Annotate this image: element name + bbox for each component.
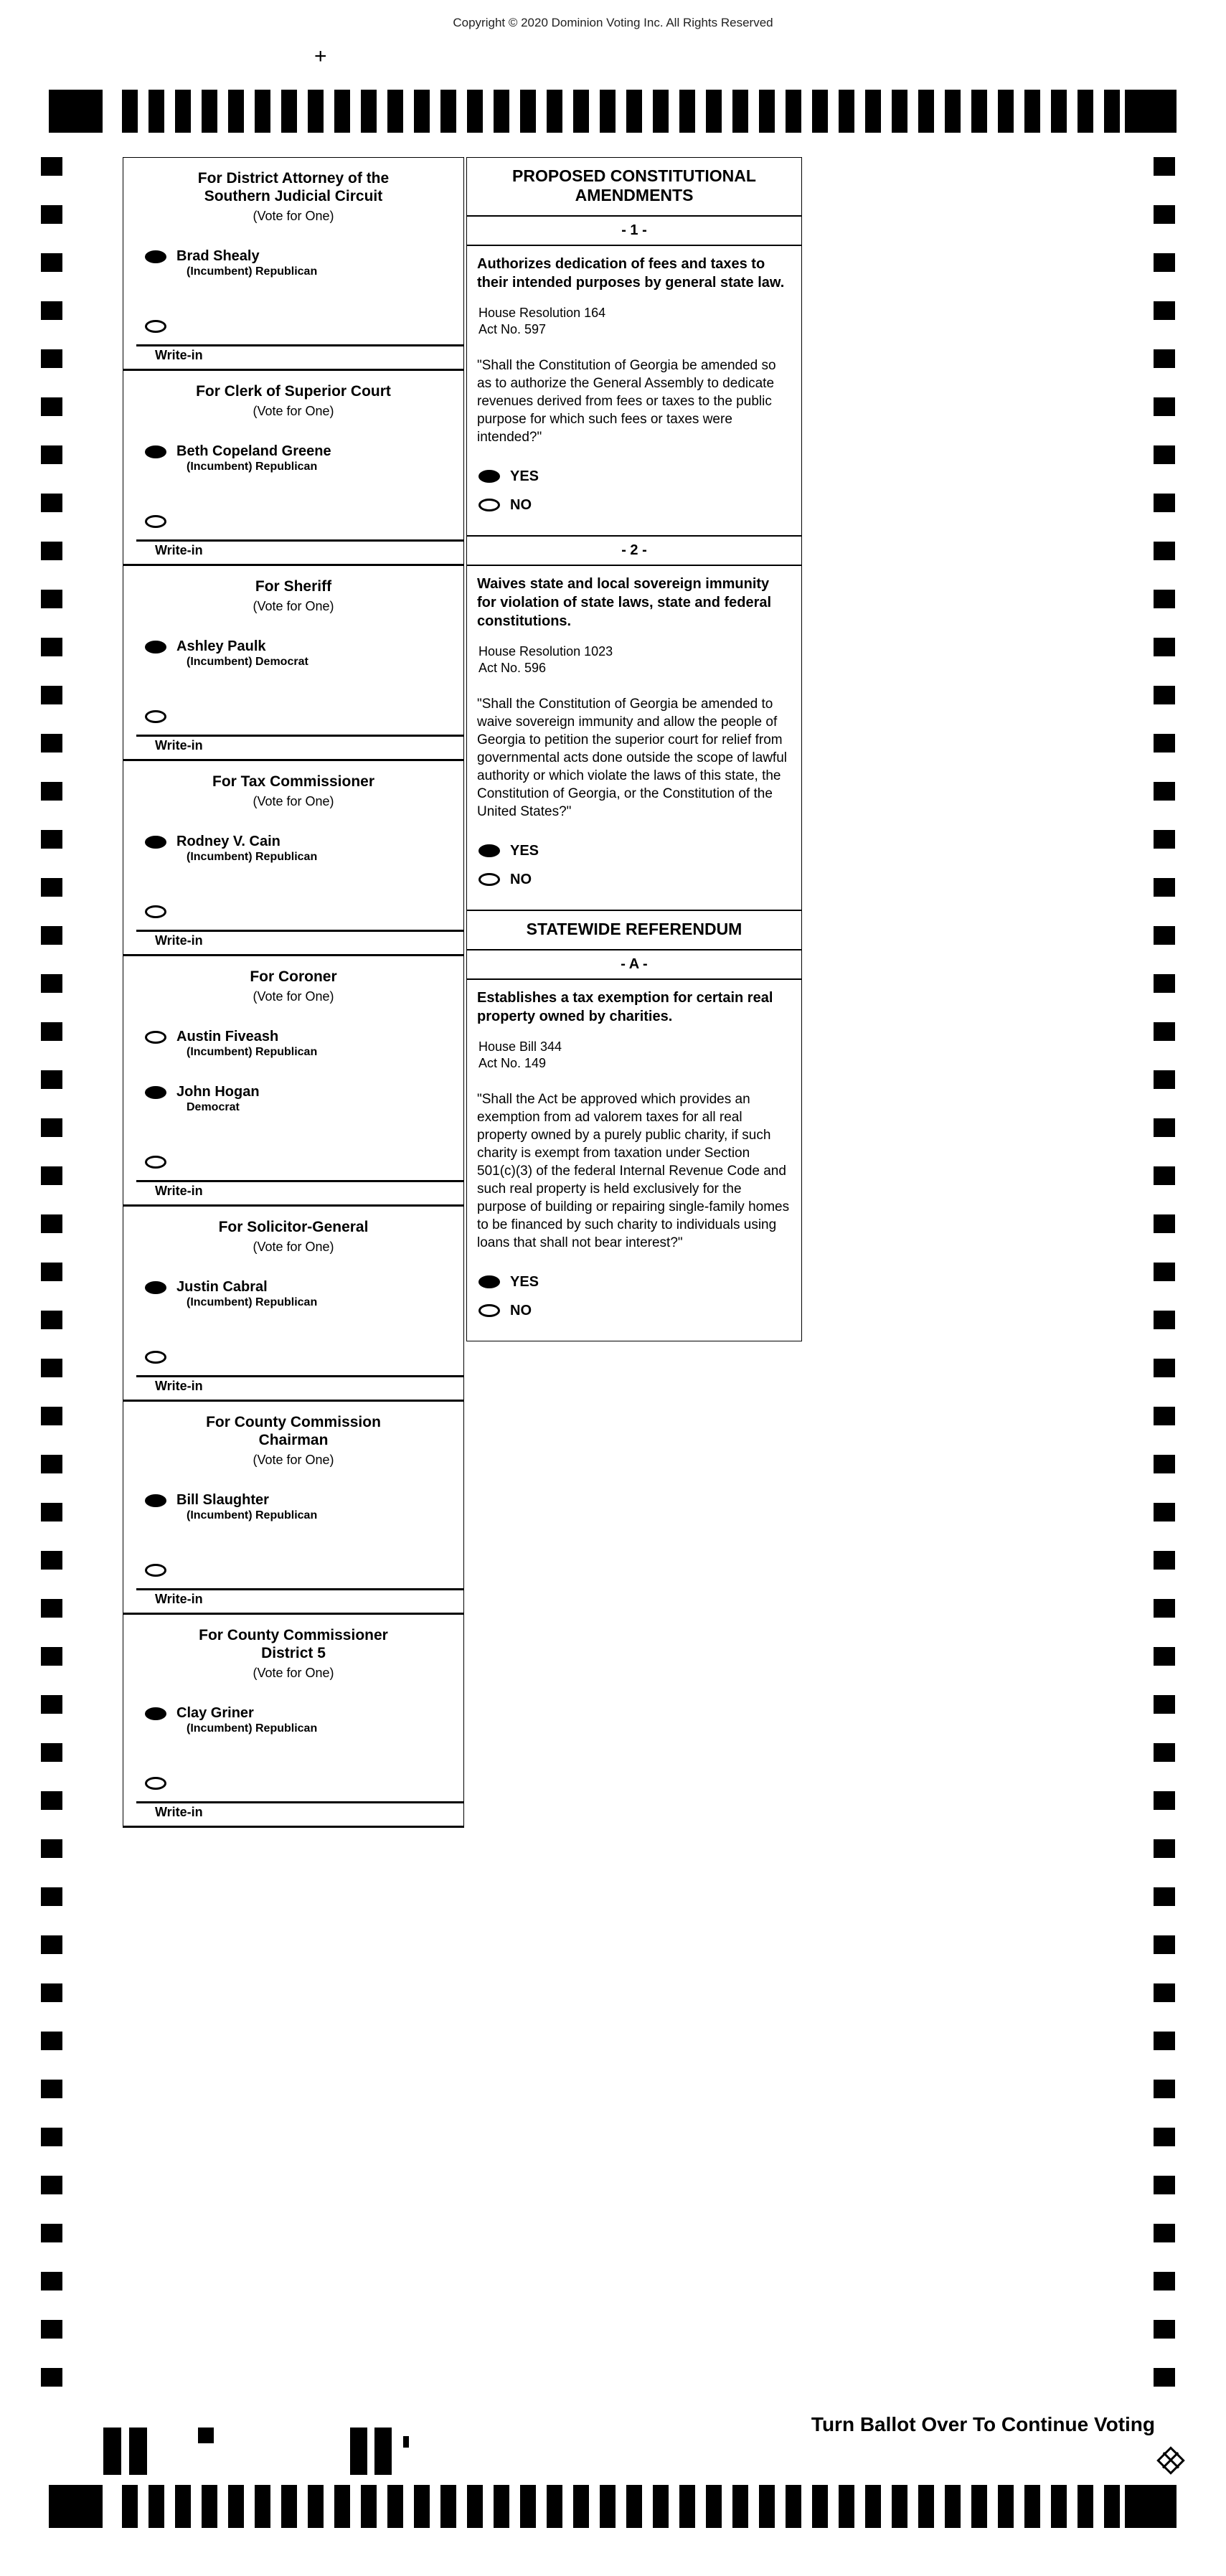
write-in-bubble[interactable] [145, 1351, 166, 1364]
vote-bubble[interactable] [478, 470, 500, 483]
measure-option-row [478, 1273, 801, 1291]
write-in-choice-row [123, 1153, 463, 1169]
write-in-area [123, 1588, 463, 1610]
candidate-text [176, 1492, 317, 1523]
write-in-label: Write-in [155, 1805, 203, 1819]
candidate-row [123, 1492, 463, 1523]
contest [123, 1402, 463, 1615]
contest-instruction: (Vote for One) [253, 1453, 334, 1467]
candidate-row [123, 443, 463, 474]
candidate-name: Bill Slaughter [176, 1492, 269, 1508]
contest [123, 956, 463, 1207]
vote-bubble[interactable] [145, 1707, 166, 1720]
write-in-bubble[interactable] [145, 710, 166, 723]
contest-title: For Tax Commissioner [212, 773, 374, 790]
candidate-list [123, 248, 463, 279]
measure-section-header: PROPOSED CONSTITUTIONAL AMENDMENTS [467, 158, 801, 217]
candidate-name: Justin Cabral [176, 1279, 268, 1295]
measure-options [467, 821, 801, 888]
candidate-detail: Democrat [187, 1101, 240, 1113]
measure-section [467, 911, 801, 1341]
timing-marks-bottom [122, 2485, 1121, 2528]
contest-title: For Solicitor-General [218, 1219, 369, 1235]
vote-bubble[interactable] [145, 836, 166, 849]
measure-ref: Act No. 149 [478, 1056, 547, 1070]
vote-bubble[interactable] [478, 844, 500, 857]
measure-ref: House Resolution 1023 [478, 644, 613, 659]
vote-bubble[interactable] [145, 1031, 166, 1044]
write-in-bubble[interactable] [145, 1564, 166, 1577]
measure-option-row [478, 842, 801, 859]
candidate-row [123, 834, 463, 864]
candidate-name: Ashley Paulk [176, 638, 266, 654]
vote-bubble[interactable] [145, 1086, 166, 1099]
measure [467, 217, 801, 537]
write-in-choice-row [123, 1562, 463, 1577]
candidate-row [123, 1084, 463, 1115]
candidate-list [123, 443, 463, 474]
turn-ballot-over-instruction: Turn Ballot Over To Continue Voting [811, 2413, 1155, 2435]
candidate-text [176, 638, 308, 669]
candidate-name: Brad Shealy [176, 248, 260, 264]
measure-option-row [478, 1302, 801, 1319]
measure-section-header: STATEWIDE REFERENDUM [467, 911, 801, 950]
contest-instruction: (Vote for One) [253, 794, 334, 808]
write-in-bubble[interactable] [145, 905, 166, 918]
measure-summary: Waives state and local sovereign immunity for violation of state laws, state and federal constitutions. [477, 576, 772, 629]
option-label: YES [510, 843, 539, 859]
contest [123, 1207, 463, 1402]
measure-list [467, 950, 801, 1341]
measure-summary: Authorizes dedication of fees and taxes to their intended purposes by general state law. [477, 256, 785, 291]
vote-bubble[interactable] [145, 1281, 166, 1294]
vote-bubble[interactable] [478, 1275, 500, 1288]
candidate-list [123, 1279, 463, 1310]
candidate-detail: (Incumbent) Republican [187, 851, 318, 863]
write-in-choice-row [123, 903, 463, 918]
candidate-detail: (Incumbent) Democrat [187, 656, 308, 668]
candidate-row [123, 638, 463, 669]
contest-title: For Clerk of Superior Court [196, 383, 391, 400]
measure-option-row [478, 871, 801, 888]
timing-marks-right [1154, 157, 1175, 2395]
measure-references [467, 292, 801, 338]
ballot-code-mark [403, 2436, 409, 2448]
candidate-row [123, 248, 463, 279]
vote-bubble[interactable] [478, 1304, 500, 1317]
alignment-diamond-icon [1156, 2446, 1185, 2475]
candidate-row [123, 1705, 463, 1736]
measure-list [467, 217, 801, 911]
candidate-detail: (Incumbent) Republican [187, 1296, 318, 1308]
contest-title: For Sheriff [255, 578, 332, 595]
contests-column [123, 157, 464, 1828]
measure-options [467, 446, 801, 514]
contest-title: For Coroner [250, 968, 337, 985]
contest-instruction: (Vote for One) [253, 1240, 334, 1254]
measures-column [466, 157, 802, 1341]
candidate-detail: (Incumbent) Republican [187, 1509, 318, 1521]
candidate-text [176, 443, 331, 474]
candidate-text [176, 1029, 317, 1060]
measure-ref: House Resolution 164 [478, 306, 606, 320]
write-in-bubble[interactable] [145, 1156, 166, 1169]
write-in-label: Write-in [155, 348, 203, 362]
contest-instruction: (Vote for One) [253, 209, 334, 223]
measure-ref: House Bill 344 [478, 1039, 562, 1054]
vote-bubble[interactable] [145, 641, 166, 654]
measure-options [467, 1252, 801, 1319]
option-label: YES [510, 468, 539, 484]
candidate-list [123, 1705, 463, 1736]
contest [123, 371, 463, 566]
contest [123, 566, 463, 761]
write-in-area [123, 1801, 463, 1823]
measure-number: - 1 - [467, 217, 801, 246]
candidate-text [176, 1084, 260, 1115]
write-in-choice-row [123, 513, 463, 528]
write-in-label: Write-in [155, 1592, 203, 1606]
contest [123, 1615, 463, 1827]
measure-question: "Shall the Act be approved which provides an exemption from ad valorem taxes for all real property owned by a purely public charity, if such charity is exempt from taxation under Section 501(c)(3) of the federal Internal Revenue Code and such real property is held exclusively for the purpose of building or repairing single-family homes to be financed by such charity to individuals using loans that shall not bear interest?" [477, 1092, 790, 1250]
write-in-label: Write-in [155, 543, 203, 557]
candidate-text [176, 1279, 317, 1310]
candidate-row [123, 1279, 463, 1310]
vote-bubble[interactable] [478, 873, 500, 886]
contest-instruction: (Vote for One) [253, 1666, 334, 1680]
write-in-area [123, 1375, 463, 1397]
vote-bubble[interactable] [145, 250, 166, 263]
write-in-area [123, 1180, 463, 1202]
write-in-choice-row [123, 708, 463, 723]
candidate-detail: (Incumbent) Republican [187, 461, 318, 473]
measure-question: "Shall the Constitution of Georgia be amended to waive sovereign immunity and allow the people of Georgia to petition the superior court for relief from governmental acts done outside the scope of lawful authority or which violate the laws of this state, the Constitution of Georgia, or the Constitution of the United States?" [477, 697, 787, 819]
measure-number: - A - [467, 950, 801, 980]
contest-title: For County Commission Chairman [206, 1414, 381, 1448]
timing-corner-top-right [1125, 90, 1177, 133]
timing-corner-bottom-right [1125, 2485, 1177, 2528]
write-in-area [123, 735, 463, 756]
option-label: NO [510, 497, 532, 513]
measure [467, 950, 801, 1341]
contest-title: For County Commissioner District 5 [199, 1627, 388, 1661]
write-in-label: Write-in [155, 738, 203, 752]
vote-bubble[interactable] [145, 445, 166, 458]
write-in-bubble[interactable] [145, 1777, 166, 1790]
candidate-name: Clay Griner [176, 1705, 254, 1721]
measure-references [467, 1026, 801, 1072]
measure [467, 537, 801, 911]
option-label: YES [510, 1274, 539, 1290]
timing-corner-bottom-left [49, 2485, 103, 2528]
measure-ref: Act No. 596 [478, 661, 547, 675]
measure-ref: Act No. 597 [478, 322, 547, 336]
measure-number: - 2 - [467, 537, 801, 566]
candidate-text [176, 834, 317, 864]
write-in-area [123, 344, 463, 366]
contest-instruction: (Vote for One) [253, 404, 334, 418]
candidate-detail: (Incumbent) Republican [187, 1722, 318, 1735]
write-in-bubble[interactable] [145, 515, 166, 528]
option-label: NO [510, 872, 532, 887]
contest [123, 761, 463, 956]
candidate-text [176, 1705, 317, 1736]
copyright-text: Copyright © 2020 Dominion Voting Inc. All Rights Reserved [453, 16, 773, 29]
option-label: NO [510, 1303, 532, 1318]
write-in-area [123, 539, 463, 561]
write-in-choice-row [123, 1349, 463, 1364]
write-in-choice-row [123, 318, 463, 333]
measure-summary: Establishes a tax exemption for certain real property owned by charities. [477, 990, 773, 1024]
measure-question: "Shall the Constitution of Georgia be amended so as to authorize the General Assembly to dedicate revenues derived from fees or taxes to the public purpose for which such fees or taxes were intended?" [477, 358, 776, 445]
write-in-label: Write-in [155, 1184, 203, 1198]
contest-instruction: (Vote for One) [253, 599, 334, 613]
vote-bubble[interactable] [145, 1494, 166, 1507]
write-in-label: Write-in [155, 933, 203, 948]
measure-option-row [478, 496, 801, 514]
write-in-bubble[interactable] [145, 320, 166, 333]
measure-option-row [478, 468, 801, 485]
candidate-list [123, 1029, 463, 1115]
write-in-label: Write-in [155, 1379, 203, 1393]
candidate-text [176, 248, 317, 279]
contest-title: For District Attorney of the Southern Judicial Circuit [197, 170, 390, 204]
measure-section [467, 158, 801, 911]
write-in-area [123, 930, 463, 951]
write-in-choice-row [123, 1775, 463, 1790]
contest-instruction: (Vote for One) [253, 989, 334, 1004]
timing-corner-top-left [49, 90, 103, 133]
contest [123, 158, 463, 371]
candidate-list [123, 638, 463, 669]
candidate-name: Austin Fiveash [176, 1029, 279, 1044]
vote-bubble[interactable] [478, 499, 500, 511]
timing-marks-left [41, 157, 62, 2395]
registration-plus-mark: + [314, 44, 327, 68]
candidate-detail: (Incumbent) Republican [187, 1046, 318, 1058]
candidate-detail: (Incumbent) Republican [187, 265, 318, 278]
candidate-name: Beth Copeland Greene [176, 443, 331, 459]
candidate-row [123, 1029, 463, 1060]
candidate-list [123, 834, 463, 864]
timing-marks-top [122, 90, 1121, 133]
candidate-name: Rodney V. Cain [176, 834, 280, 849]
candidate-name: John Hogan [176, 1084, 260, 1100]
measure-references [467, 631, 801, 676]
candidate-list [123, 1492, 463, 1523]
